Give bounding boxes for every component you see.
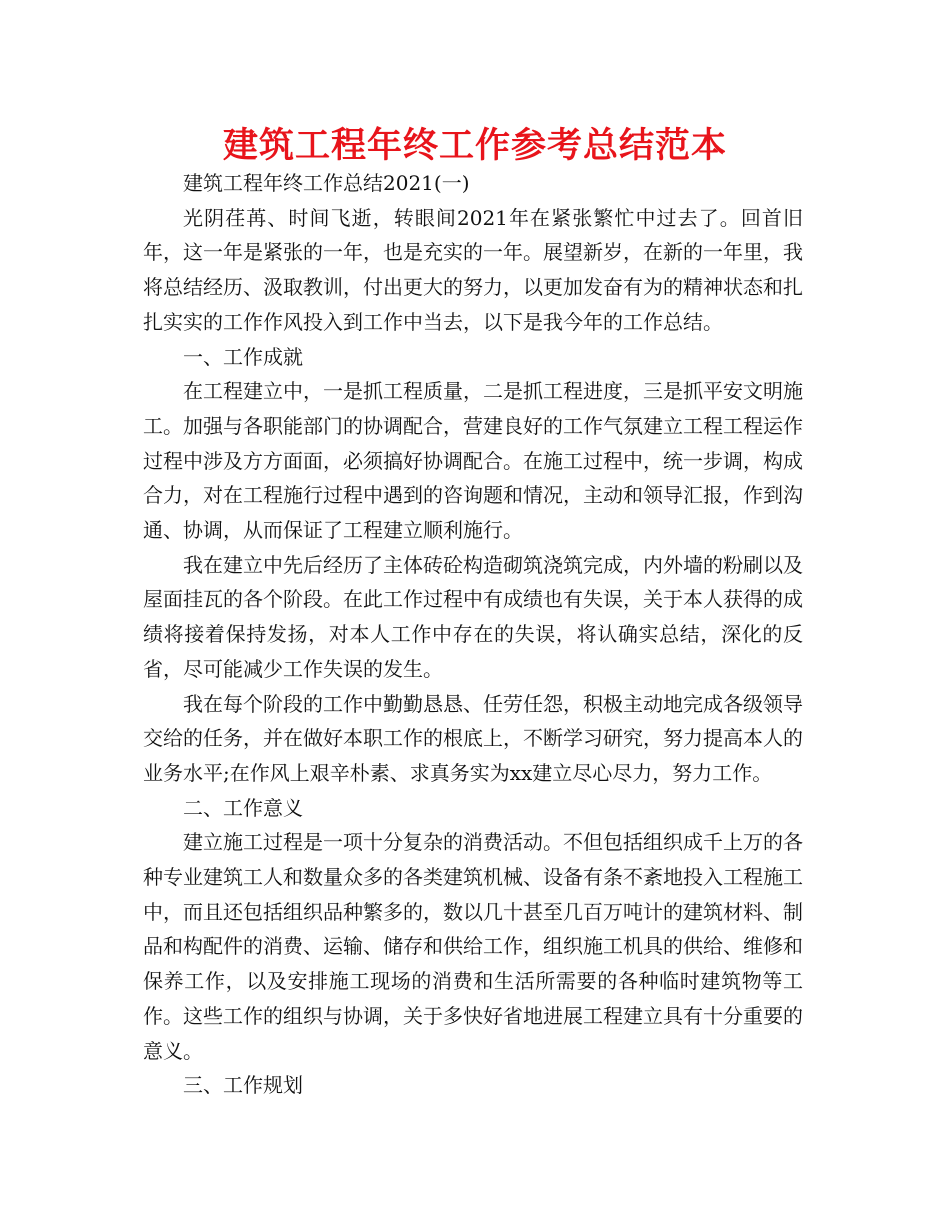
achievements-paragraph-3: 我在每个阶段的工作中勤勤恳恳、任劳任怨，积极主动地完成各级领导交给的任务，并在做好本职工作的根底上，不断学习研究，努力提高本人的业务水平;在作风上艰辛朴素、求真务实为xx建立尽心尽力，努力工作。 (143, 691, 803, 785)
document-title: 建筑工程年终工作参考总结范本 (222, 126, 727, 166)
achievements-paragraph-1: 在工程建立中，一是抓工程质量，二是抓工程进度，三是抓平安文明施工。加强与各职能部门的协调配合，营建良好的工作气氛建立工程工程运作过程中涉及方方面面，必须搞好协调配合。在施工过程中，统一步调，构成合力，对在工程施行过程中遇到的咨询题和情况，主动和领导汇报，作到沟通、协调，从而保证了工程建立顺利施行。 (143, 379, 803, 543)
document-body (143, 166, 803, 1103)
section-heading-significance: 二、工作意义 (183, 795, 303, 820)
achievements-paragraph-2: 我在建立中先后经历了主体砖砼构造砌筑浇筑完成，内外墙的粉刷以及屋面挂瓦的各个阶段。在此工作过程中有成绩也有失误，关于本人获得的成绩将接着保持发扬，对本人工作中存在的失误，将认确实总结，深化的反省，尽可能减少工作失误的发生。 (143, 552, 803, 681)
section-heading-plan: 三、工作规划 (183, 1073, 303, 1098)
section-heading-achievements: 一、工作成就 (183, 344, 303, 369)
intro-paragraph: 光阴荏苒、时间飞逝，转眼间2021年在紧张繁忙中过去了。回首旧年，这一年是紧张的一年，也是充实的一年。展望新岁，在新的一年里，我将总结经历、汲取教训，付出更大的努力，以更加发奋有为的精神状态和扎扎实实的工作作风投入到工作中当去，以下是我今年的工作总结。 (143, 205, 803, 334)
subtitle-paragraph: 建筑工程年终工作总结2021(一) (183, 171, 470, 195)
significance-paragraph: 建立施工过程是一项十分复杂的消费活动。不但包括组织成千上万的各种专业建筑工人和数量众多的各类建筑机械、设备有条不紊地投入工程施工中，而且还包括组织品种繁多的，数以几十甚至几百万吨计的建筑材料、制品和构配件的消费、运输、储存和供给工作，组织施工机具的供给、维修和保养工作，以及安排施工现场的消费和生活所需要的各种临时建筑物等工作。这些工作的组织与协调，关于多快好省地进展工程建立具有十分重要的意义。 (143, 830, 803, 1063)
